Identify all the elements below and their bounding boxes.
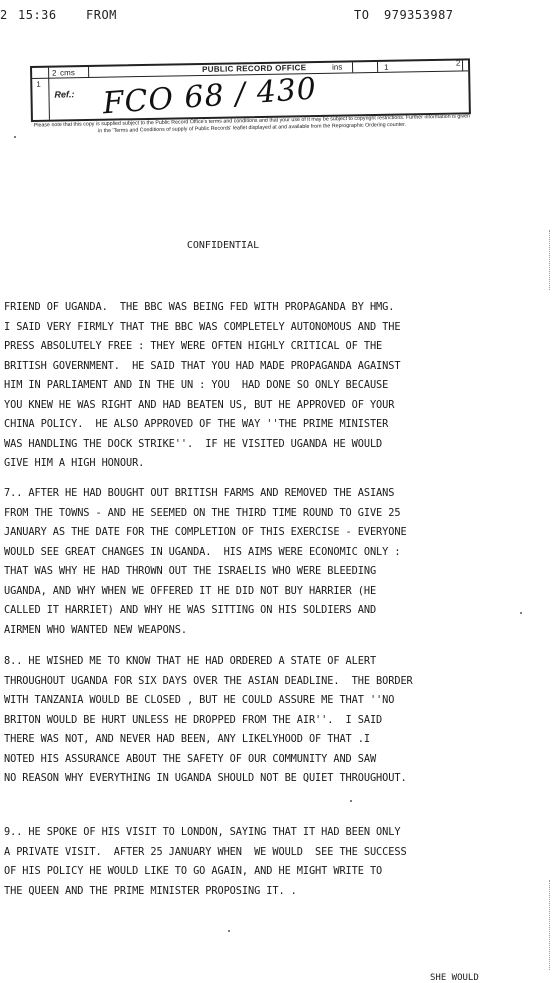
scan-speck xyxy=(228,930,230,932)
fax-to-label: TO xyxy=(354,8,370,22)
paragraph-7: 7.. AFTER HE HAD BOUGHT OUT BRITISH FARMS AND REMOVED THE ASIANS FROM THE TOWNS - AND HE SEEMED ON THE THIRD TIME ROUND TO GIVE 25 JANUARY AS THE DATE FOR THE COMPLETION OF THIS EXERCISE - EVERYONE WOULD SEE GREAT CHANGES IN UGANDA. HIS AIMS WERE ECONOMIC ONLY : THAT WAS WHY HE HAD THROWN OUT THE ISRAELIS WHO WERE BLEEDING UGANDA, AND WHY WHEN WE OFFERED IT HE DID NOT BUY HARRIER (HE CALLED IT HARRIET) AND WHY HE WAS SITTING ON HIS SOLDIERS AND AIRMEN WHO WANTED NEW WEAPONS. xyxy=(4,487,407,636)
stamp-office-title: PUBLIC RECORD OFFICE xyxy=(202,63,307,74)
stamp-ins-value: 1 xyxy=(383,62,389,72)
fax-header xyxy=(0,8,554,24)
stamp-box-right: 2 xyxy=(455,58,461,68)
paragraph-9: 9.. HE SPOKE OF HIS VISIT TO LONDON, SAYING THAT IT HAD BEEN ONLY A PRIVATE VISIT. AFTER 25 JANUARY WHEN WE WOULD SEE THE SUCCESS OF HIS POLICY HE WOULD LIKE TO GO AGAIN, AND HE MIGHT WRITE TO THE QUEEN AND THE PRIME MINISTER PROPOSING IT. . xyxy=(4,826,407,897)
paragraph-8: 8.. HE WISHED ME TO KNOW THAT HE HAD ORDERED A STATE OF ALERT THROUGHOUT UGANDA FOR SIX DAYS OVER THE ASIAN DEADLINE. THE BORDER WITH TANZANIA WOULD BE CLOSED , BUT HE COULD ASSURE ME THAT ''NO BRITON WOULD BE HURT UNLESS HE DROPPED FROM THE AIR''. I SAID THERE WAS NOT, AND NEVER HAD BEEN, ANY LIKELYHOOD OF THAT .I NOTED HIS ASSURANCE ABOUT THE SAFETY OF OUR COMMUNITY AND SAW NO REASON WHY EVERYTHING IN UGANDA SHOULD NOT BE QUIET THROUGHOUT. xyxy=(4,655,413,784)
scan-margin-mark xyxy=(549,230,550,290)
paragraph-6-continued: FRIEND OF UGANDA. THE BBC WAS BEING FED WITH PROPAGANDA BY HMG. I SAID VERY FIRMLY THAT THE BBC WAS COMPLETELY AUTONOMOUS AND THE PRESS ABSOLUTELY FREE : THEY WERE OFTEN HIGHLY CRITICAL OF THE BRITISH GOVERNMENT. HE SAID THAT YOU HAD MADE PROPAGANDA AGAINST HIM IN PARLIAMENT AND IN THE UN : YOU HAD DONE SO ONLY BECAUSE YOU KNEW HE WAS RIGHT AND HAD BEATEN US, BUT HE APPROVED OF YOUR CHINA POLICY. HE ALSO APPROVED OF THE WAY ''THE PRIME MINISTER WAS HANDLING THE DOCK STRIKE''. IF HE VISITED UGANDA HE WOULD GIVE HIM A HIGH HONOUR. xyxy=(4,301,401,469)
stamp-cms-label: cms xyxy=(60,68,75,78)
stamp-ins-label: ins xyxy=(331,62,343,72)
stamp-copyright-notice: Please note that this copy is supplied subject to the Public Record Office's terms and conditions and that your use of it may be subject to copyright restrictions. Further information is given in the 'Terms and Conditions of supply of Public Records' leaflet displayed at and available from the Reprographic Ordering counter. xyxy=(33,113,471,135)
fax-from-label: FROM xyxy=(86,8,117,22)
stamp-box-2: 2 xyxy=(52,68,57,78)
scan-speck xyxy=(14,136,16,138)
scan-speck xyxy=(520,612,522,614)
fax-time: 15:36 xyxy=(18,8,57,22)
classification-label: CONFIDENTIAL xyxy=(186,240,260,251)
public-record-office-stamp xyxy=(30,58,471,122)
stamp-box-1: 1 xyxy=(36,79,41,89)
stamp-ref-label: Ref.: xyxy=(54,89,75,100)
scan-speck xyxy=(350,800,352,802)
fax-to-number: 979353987 xyxy=(384,8,454,22)
fax-page-number: 2 xyxy=(0,8,8,22)
scan-margin-mark xyxy=(549,880,550,970)
stamp-reference-handwritten: FCO 68 / 430 xyxy=(101,71,319,122)
continuation-fragment: SHE WOULD xyxy=(430,973,479,983)
